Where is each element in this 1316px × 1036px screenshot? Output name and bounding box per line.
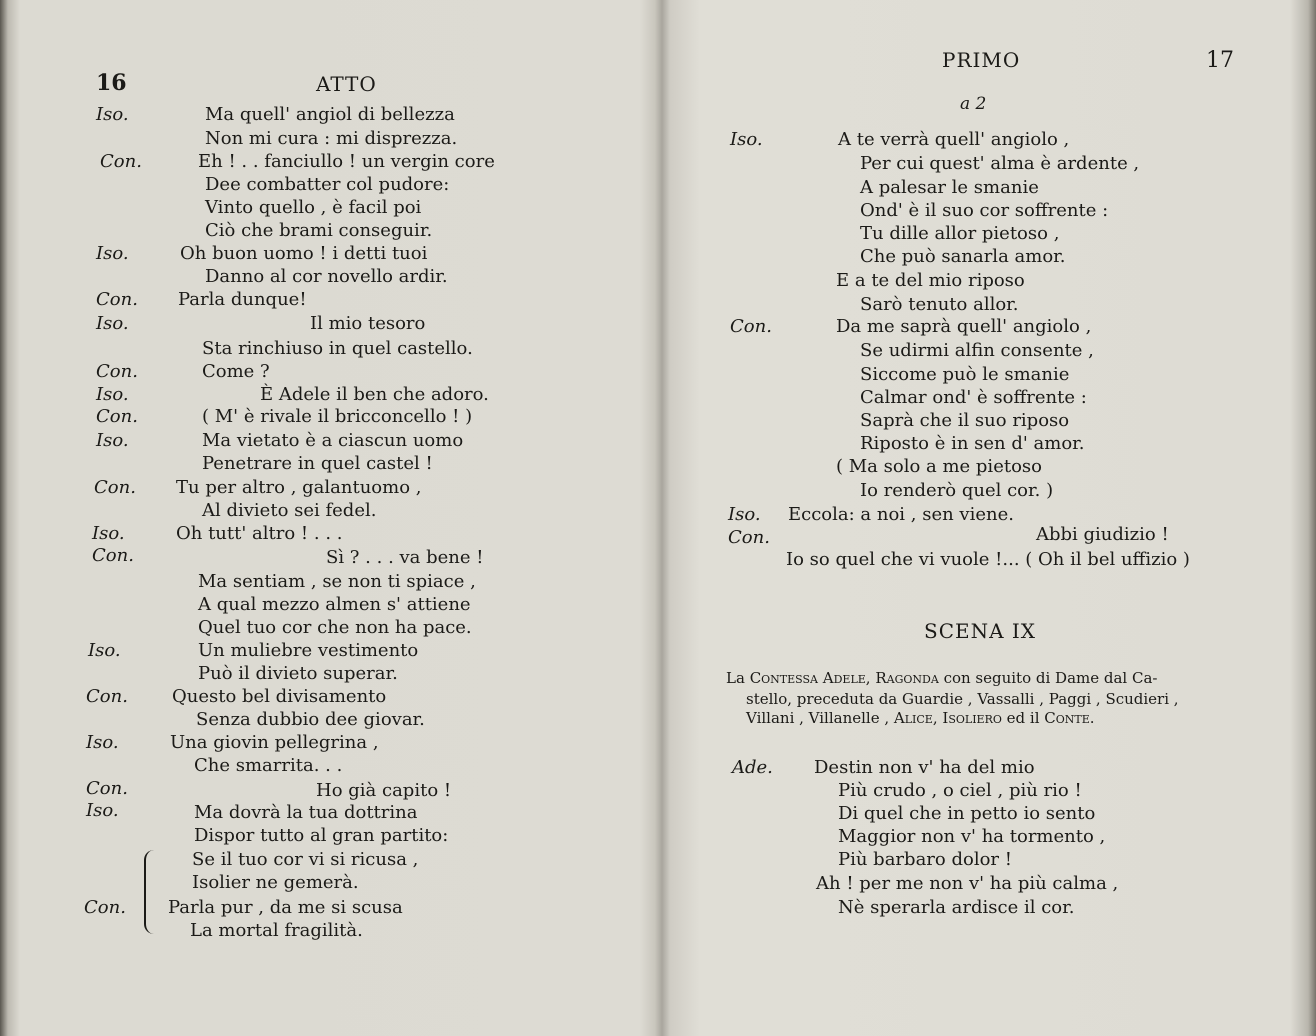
verse-line: ( Ma solo a me pietoso [836, 456, 1042, 477]
speaker-label: Con. [96, 361, 138, 382]
verse-line: Eh ! . . fanciullo ! un vergin core [198, 151, 495, 172]
verse-line: Dispor tutto al gran partito: [194, 825, 449, 846]
character-name: Isoliero [942, 709, 1002, 727]
verse-line: Ond' è il suo cor soffrente : [860, 200, 1109, 221]
verse-line: Come ? [202, 361, 270, 382]
stage-text: , [932, 709, 938, 727]
speaker-label: Con. [100, 151, 142, 172]
verse-line: Quel tuo cor che non ha pace. [198, 617, 472, 638]
verse-line: Il mio tesoro [310, 313, 426, 334]
left-brace [144, 850, 158, 934]
speaker-label: Iso. [86, 800, 119, 821]
verse-line: Di quel che in petto io sento [838, 803, 1096, 824]
verse-line: Siccome può le smanie [860, 364, 1070, 385]
verse-line: Ma quell' angiol di bellezza [205, 104, 455, 125]
verse-line: Eccola: a noi , sen viene. [788, 504, 1014, 525]
verse-line: Sta rinchiuso in quel castello. [202, 338, 473, 359]
stage-text: ed il [1006, 709, 1040, 727]
speaker-label: Iso. [92, 523, 125, 544]
verse-line: La mortal fragilità. [190, 920, 363, 941]
verse-line: Dee combatter col pudore: [205, 174, 450, 195]
verse-line: Che smarrita. . . [194, 755, 343, 776]
verse-line: Più crudo , o ciel , più rio ! [838, 780, 1082, 801]
verse-line: Se udirmi alfin consente , [860, 340, 1094, 361]
verse-line: Ma sentiam , se non ti spiace , [198, 571, 476, 592]
speaker-label: Iso. [96, 104, 129, 125]
verse-line: Isolier ne gemerà. [192, 872, 359, 893]
verse-line: Io so quel che vi vuole !... ( Oh il bel uffizio ) [786, 549, 1190, 570]
character-name: Contessa Adele [749, 669, 866, 687]
verse-line: E a te del mio riposo [836, 270, 1025, 291]
verse-line: Un muliebre vestimento [198, 640, 419, 661]
verse-line: Abbi giudizio ! [1036, 524, 1169, 545]
stage-text: Villani , Villanelle , [746, 709, 890, 727]
verse-line: A qual mezzo almen s' attiene [198, 594, 471, 615]
verse-line: ( M' è rivale il bricconcello ! ) [202, 406, 473, 427]
verse-line: Parla pur , da me si scusa [168, 897, 403, 918]
right-page [662, 0, 1316, 1036]
speaker-label: Iso. [88, 640, 121, 661]
speaker-label: Con. [96, 289, 138, 310]
scene-title: SCENA IX [924, 619, 1037, 643]
speaker-label: Iso. [96, 313, 129, 334]
stage-direction-line [746, 707, 1095, 729]
verse-line: A te verrà quell' angiolo , [838, 129, 1070, 150]
speaker-label: Con. [728, 527, 770, 548]
speaker-label: Con. [96, 406, 138, 427]
speaker-label: Con. [92, 545, 134, 566]
a-due-marker: a 2 [960, 94, 987, 114]
speaker-label: Con. [86, 686, 128, 707]
verse-line: Sì ? . . . va bene ! [326, 547, 484, 568]
speaker-label: Iso. [96, 384, 129, 405]
verse-line: Che può sanarla amor. [860, 246, 1066, 267]
character-name: Conte. [1044, 709, 1095, 727]
verse-line: Tu per altro , galantuomo , [176, 477, 422, 498]
verse-line: È Adele il ben che adoro. [260, 384, 489, 405]
speaker-label: Iso. [96, 243, 129, 264]
verse-line: Da me saprà quell' angiolo , [836, 316, 1092, 337]
verse-line: Calmar ond' è soffrente : [860, 387, 1087, 408]
verse-line: Una giovin pellegrina , [170, 732, 379, 753]
verse-line: Ciò che brami conseguir. [205, 220, 433, 241]
verse-line: Oh buon uomo ! i detti tuoi [180, 243, 428, 264]
verse-line: Può il divieto superar. [198, 663, 398, 684]
stage-text: con seguito di Dame dal Ca- [943, 669, 1158, 687]
verse-line: A palesar le smanie [860, 177, 1039, 198]
verse-line: Questo bel divisamento [172, 686, 387, 707]
verse-line: Destin non v' ha del mio [814, 757, 1035, 778]
verse-line: Al divieto sei fedel. [202, 500, 377, 521]
character-name: Alice [893, 709, 933, 727]
speaker-label: Con. [94, 477, 136, 498]
verse-line: Tu dille allor pietoso , [860, 223, 1060, 244]
verse-line: Danno al cor novello ardir. [205, 266, 448, 287]
speaker-label: Iso. [728, 504, 761, 525]
page-number: 17 [1206, 48, 1234, 73]
verse-line: Per cui quest' alma è ardente , [860, 153, 1140, 174]
verse-line: Riposto è in sen d' amor. [860, 433, 1085, 454]
stage-direction-line: stello, preceduta da Guardie , Vassalli , Paggi , Scudieri , [746, 690, 1179, 708]
verse-line: Nè sperarla ardisce il cor. [838, 897, 1075, 918]
speaker-label: Con. [730, 316, 772, 337]
running-head: PRIMO [942, 48, 1021, 72]
speaker-label: Iso. [96, 430, 129, 451]
verse-line: Se il tuo cor vi si ricusa , [192, 849, 419, 870]
verse-line: Ah ! per me non v' ha più calma , [816, 873, 1119, 894]
verse-line: Più barbaro dolor ! [838, 849, 1012, 870]
page-number: 16 [96, 70, 127, 96]
verse-line: Oh tutt' altro ! . . . [176, 523, 343, 544]
verse-line: Parla dunque! [178, 289, 307, 310]
verse-line: Io renderò quel cor. ) [860, 480, 1054, 501]
verse-line: Penetrare in quel castel ! [202, 453, 433, 474]
character-name: Ragonda [875, 669, 939, 687]
verse-line: Ma vietato è a ciascun uomo [202, 430, 464, 451]
speaker-label: Con. [86, 778, 128, 799]
verse-line: Saprà che il suo riposo [860, 410, 1070, 431]
speaker-label: Iso. [86, 732, 119, 753]
verse-line: Vinto quello , è facil poi [205, 197, 422, 218]
verse-line: Sarò tenuto allor. [860, 294, 1019, 315]
stage-direction-line [726, 667, 1158, 689]
stage-text: , [865, 669, 871, 687]
verse-line: Ho già capito ! [316, 780, 452, 801]
running-head: ATTO [316, 72, 377, 96]
speaker-label: Ade. [732, 757, 773, 778]
speaker-label: Iso. [730, 129, 763, 150]
verse-line: Non mi cura : mi disprezza. [205, 128, 458, 149]
verse-line: Ma dovrà la tua dottrina [194, 802, 418, 823]
speaker-label: Con. [84, 897, 126, 918]
verse-line: Senza dubbio dee giovar. [196, 709, 425, 730]
verse-line: Maggior non v' ha tormento , [838, 826, 1106, 847]
stage-text: La [726, 669, 745, 687]
